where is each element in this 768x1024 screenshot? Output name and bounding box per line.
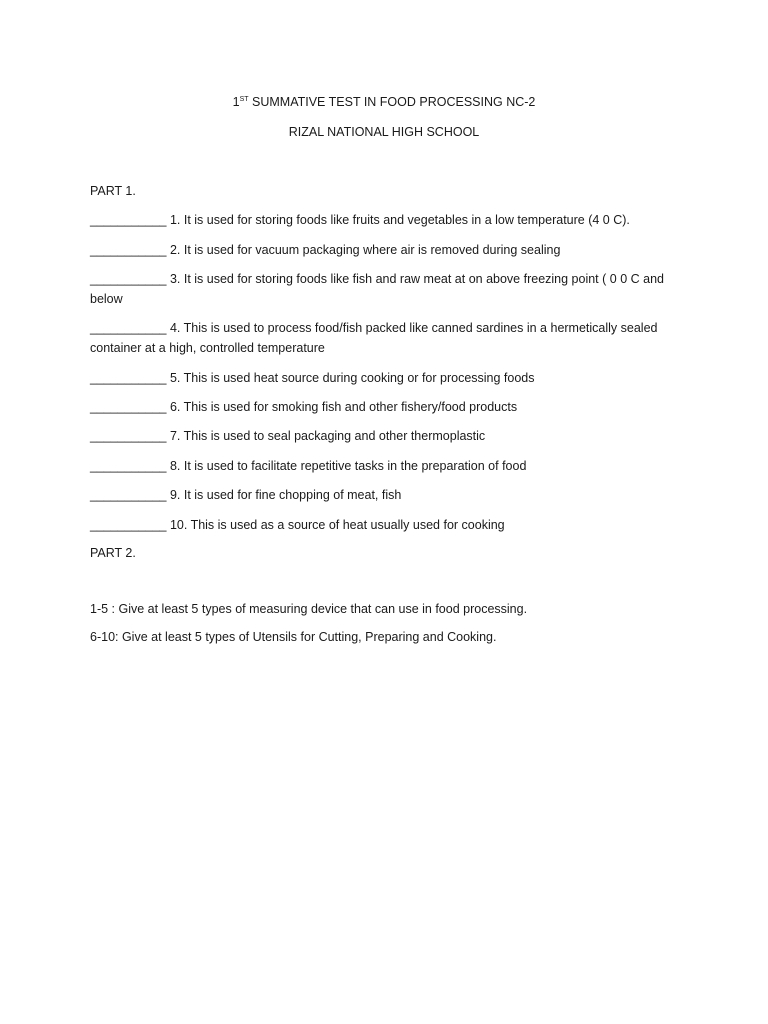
question-item: ___________ 7. This is used to seal packaging and other thermoplastic [90,429,486,443]
question-item: ___________ 9. It is used for fine chopping of meat, fish [90,488,402,502]
part1-heading: PART 1. [90,184,136,198]
part2-heading: PART 2. [90,546,136,560]
title-text: SUMMATIVE TEST IN FOOD PROCESSING NC-2 [248,95,536,109]
test-title [0,92,768,112]
question-item: ___________ 3. It is used for storing foods like fish and raw meat at on above freezing point ( 0 0 C and below [90,272,664,306]
part2-item: 6-10: Give at least 5 types of Utensils for Cutting, Preparing and Cooking. [90,630,497,644]
question-item: ___________ 10. This is used as a source of heat usually used for cooking [90,518,505,532]
question-item: ___________ 8. It is used to facilitate repetitive tasks in the preparation of food [90,459,527,473]
school-name: RIZAL NATIONAL HIGH SCHOOL [288,125,480,139]
title-superscript: ST [239,95,249,103]
question-item: ___________ 6. This is used for smoking fish and other fishery/food products [90,400,518,414]
question-item: ___________ 1. It is used for storing foods like fruits and vegetables in a low temperature (4 0 C). [90,213,630,227]
question-item: ___________ 5. This is used heat source during cooking or for processing foods [90,371,535,385]
question-item: ___________ 2. It is used for vacuum packaging where air is removed during sealing [90,243,561,257]
question-item: ___________ 4. This is used to process food/fish packed like canned sardines in a hermetically sealed container at a high, controlled temperature [90,321,658,355]
part2-item: 1-5 : Give at least 5 types of measuring device that can use in food processing. [90,602,528,616]
title-number: 1 [232,95,240,109]
